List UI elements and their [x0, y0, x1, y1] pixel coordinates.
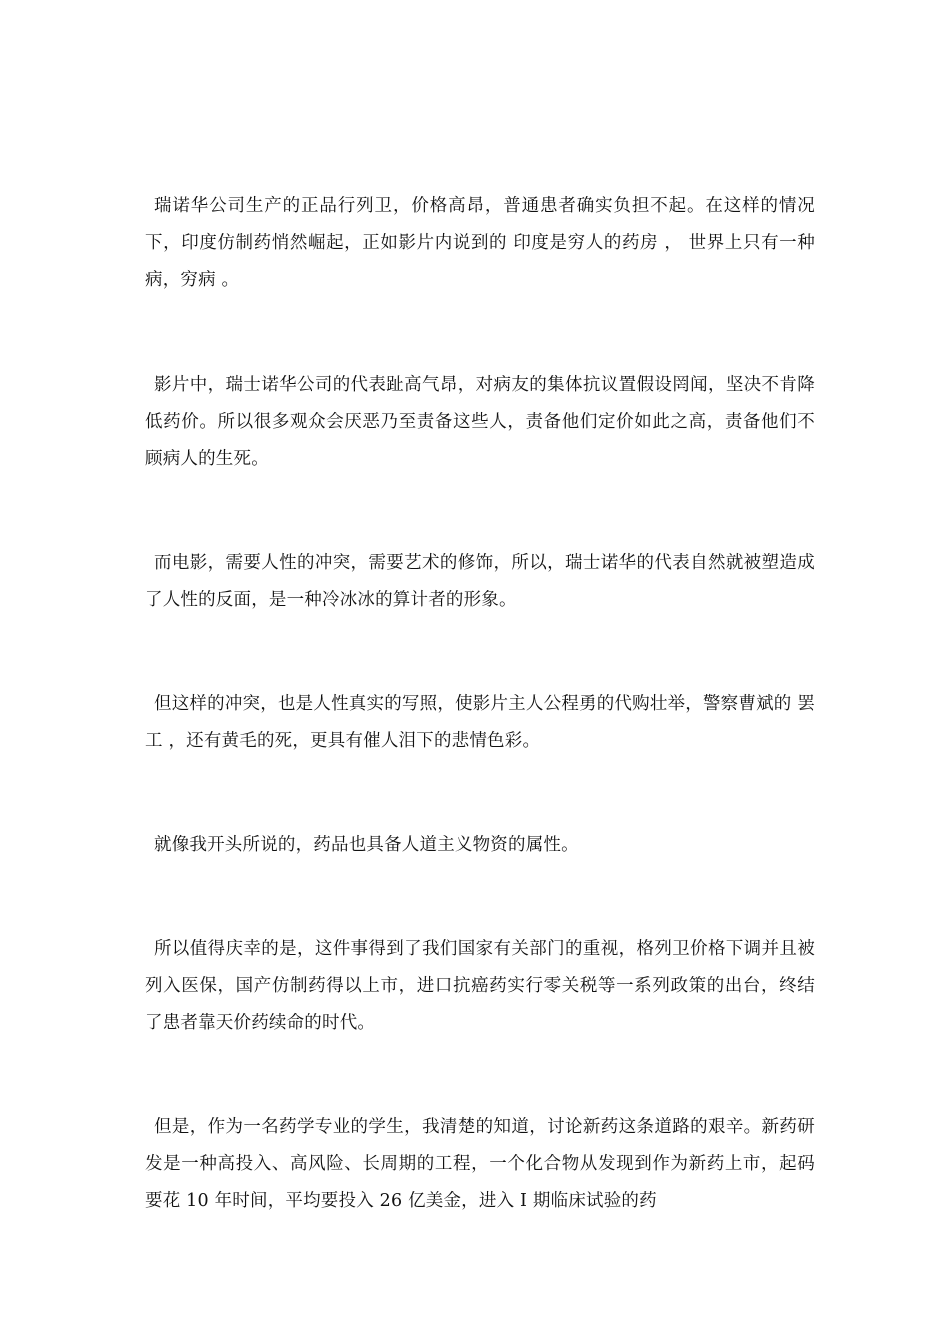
- paragraph-3: 而电影，需要人性的冲突，需要艺术的修饰，所以，瑞士诺华的代表自然就被塑造成了人性的反面，是一种冷冰冰的算计者的形象。: [145, 553, 815, 610]
- paragraph-2: 影片中，瑞士诺华公司的代表趾高气昂，对病友的集体抗议置假设罔闻，坚决不肯降低药价。所以很多观众会厌恶乃至责备这些人，责备他们定价如此之高，责备他们不顾病人的生死。: [145, 375, 815, 469]
- paragraph-4: 但这样的冲突，也是人性真实的写照，使影片主人公程勇的代购壮举，警察曹斌的 罢工 ，还有黄毛的死，更具有催人泪下的悲情色彩。: [145, 694, 815, 751]
- paragraph-1: 瑞诺华公司生产的正品行列卫，价格高昂，普通患者确实负担不起。在这样的情况下，印度仿制药悄然崛起，正如影片内说到的 印度是穷人的药房 ， 世界上只有一种病，穷病 。: [145, 196, 815, 290]
- paragraph-6: 所以值得庆幸的是，这件事得到了我们国家有关部门的重视，格列卫价格下调并且被列入医保，国产仿制药得以上市，进口抗癌药实行零关税等一系列政策的出台，终结了患者靠天价药续命的时代。: [145, 939, 815, 1033]
- paragraph-5: 就像我开头所说的，药品也具备人道主义物资的属性。: [154, 835, 579, 855]
- paragraph-7: 但是，作为一名药学专业的学生，我清楚的知道，讨论新药这条道路的艰辛。新药研发是一种高投入、高风险、长周期的工程，一个化合物从发现到作为新药上市，起码要花 10 年时间，平均要投入 26 亿美金，进入 I 期临床试验的药: [145, 1117, 815, 1211]
